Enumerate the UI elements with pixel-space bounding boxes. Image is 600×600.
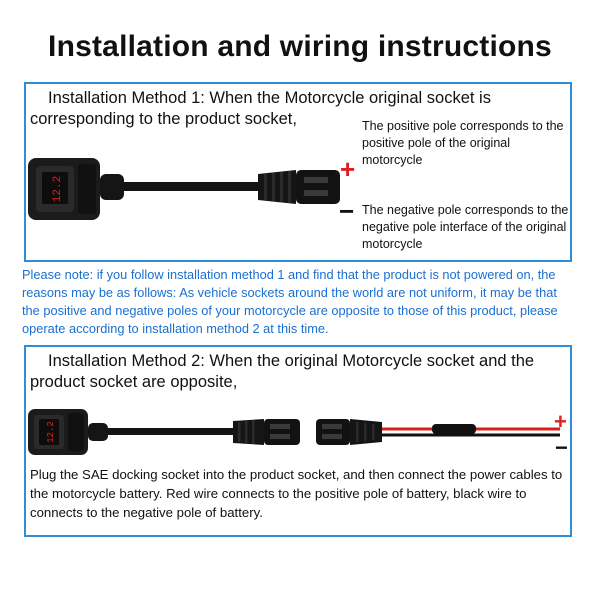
negative-sign: − <box>339 196 355 226</box>
product-cable-illustration-2 <box>28 397 318 467</box>
method-2-title <box>30 351 566 393</box>
method-1-panel <box>24 82 572 262</box>
method-1-title-text: Installation Method 1: When the Motorcycle original socket is corresponding to the product socket, <box>30 89 491 128</box>
please-note: Please note: if you follow installation method 1 and find that the product is not powered on, the reasons may be as follows: As vehicle sockets around the world are not uniform, it may be that the positive and negative poles of your motorcycle are opposite to those of this product, please operate according to installation method 2 at this time. <box>22 267 558 336</box>
sae-extension-cable <box>312 397 562 467</box>
positive-sign: + <box>340 154 356 184</box>
positive-sign-2: + <box>554 409 567 434</box>
voltage-display-2: 12.2 <box>46 421 56 443</box>
negative-sign-2: − <box>555 435 568 460</box>
page-title: Installation and wiring instructions <box>48 30 552 63</box>
positive-pole-note: The positive pole corresponds to the positive pole of the original motorcycle <box>362 119 564 167</box>
voltage-display: 12.2 <box>52 175 64 203</box>
method-2-instructions: Plug the SAE docking socket into the product socket, and then connect the power cables to the motorcycle battery. Red wire connects to the positive pole of battery, black wire to connects to the negative pole of battery. <box>30 467 563 520</box>
method-2-title-text: Installation Method 2: When the original Motorcycle socket and the product socket are opposite, <box>30 352 535 391</box>
negative-pole-note: The negative pole corresponds to the negative pole interface of the original motorcycle <box>362 203 569 251</box>
method-2-panel <box>24 345 572 537</box>
product-cable-illustration-1 <box>28 144 348 254</box>
